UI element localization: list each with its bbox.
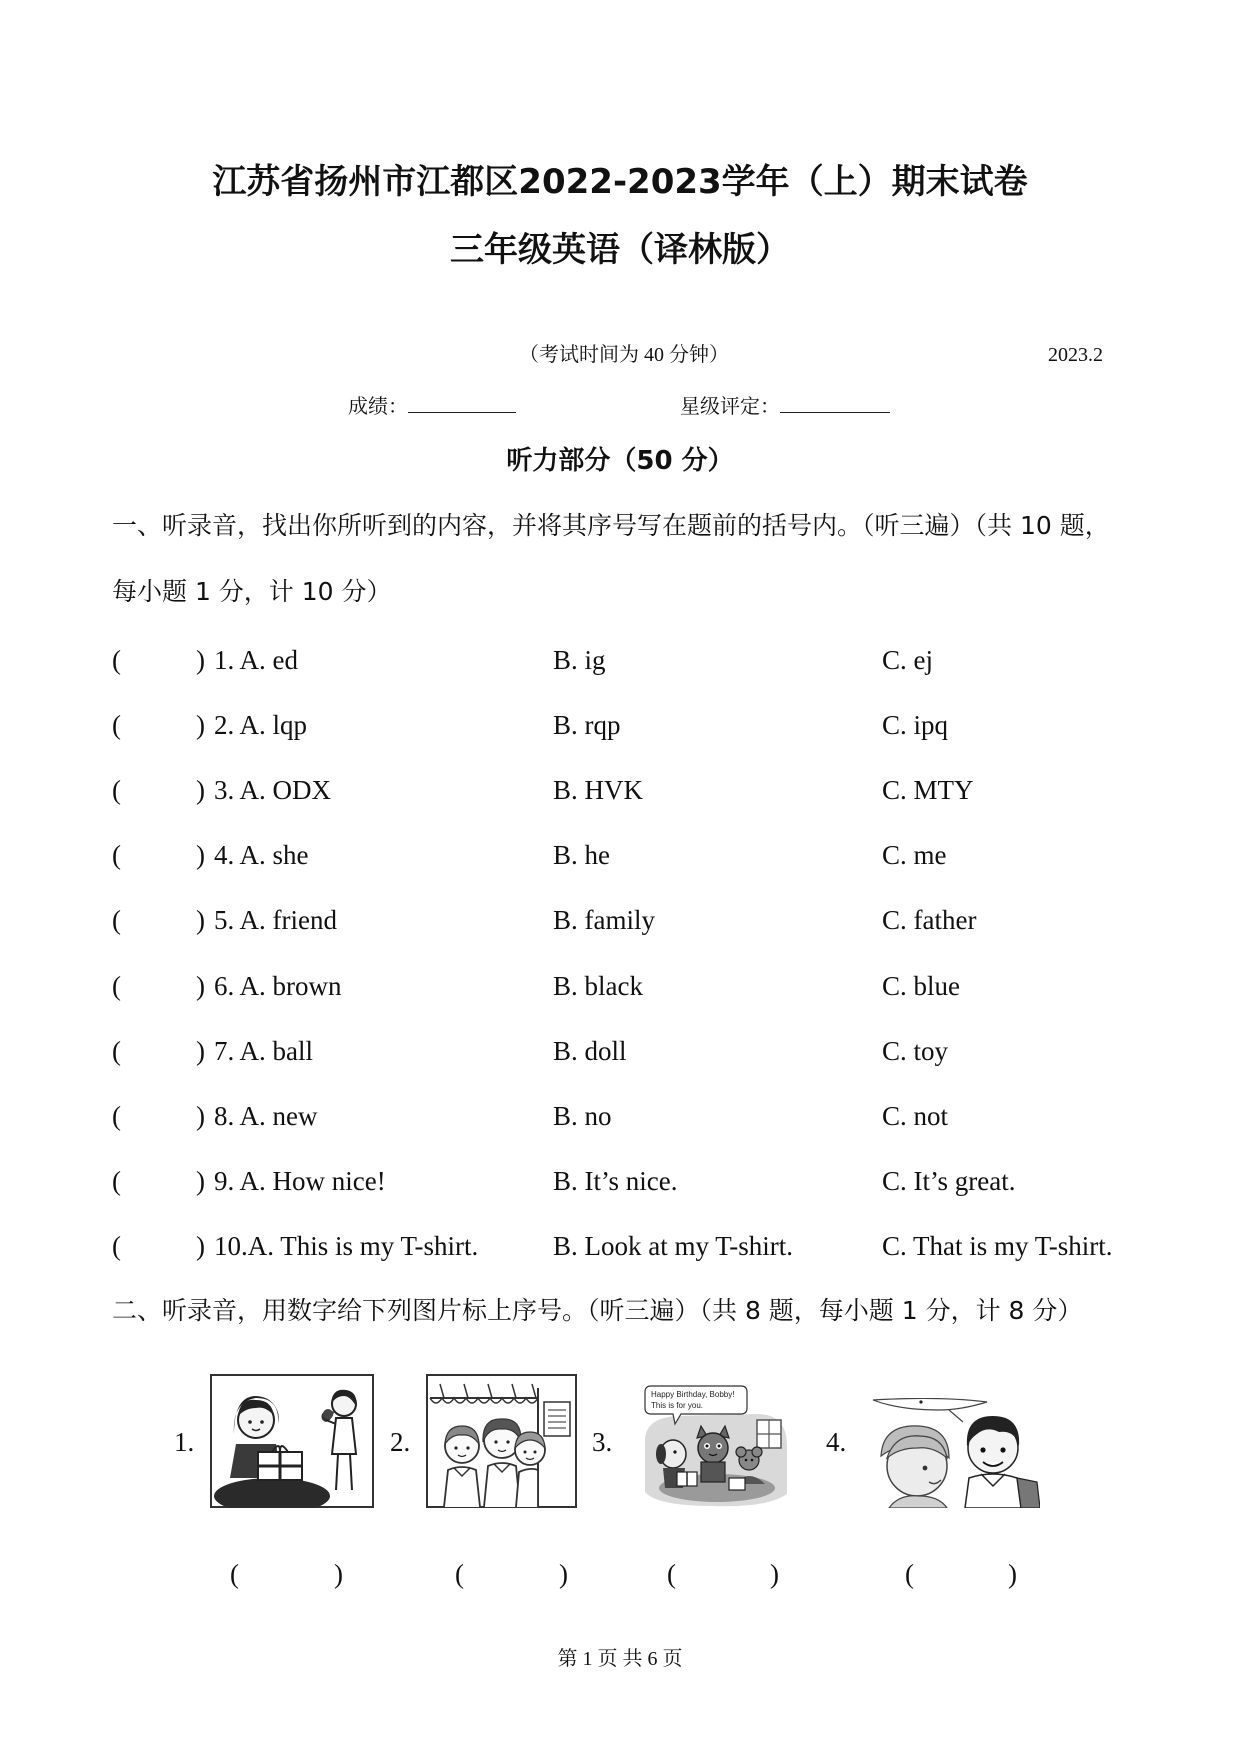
answer-bracket-close: ) [196,1100,205,1131]
exam-title: 江苏省扬州市江都区2022-2023学年（上）期末试卷 [212,162,1028,202]
answer-bracket-open: ( [112,1165,121,1196]
boy-right [965,1416,1040,1508]
part-title: 听力部分（50 分） [506,446,734,476]
answer-bracket-close: ) [196,905,205,936]
answer-bracket-close: ) [196,1035,205,1066]
answer-bracket-close: ) [196,970,205,1001]
option-a: 2. A. lqp [214,710,308,741]
option-c: C. me [882,840,947,871]
option-a: 7. A. ball [214,1035,313,1066]
rating-field [680,390,890,421]
exam-date: 2023.2 [1048,344,1103,366]
option-c: C. It’s great. [882,1165,1016,1196]
picture-answer-open: ( [905,1559,914,1589]
answer-bracket-open: ( [112,840,121,871]
boy-left [881,1426,949,1508]
question-row [0,838,1240,872]
answer-bracket-close: ) [196,775,205,806]
option-b: B. family [553,905,655,936]
question-row [0,1229,1240,1263]
option-a: 1. A. ed [214,645,298,675]
question-row [0,969,1240,1003]
option-a: 4. A. she [214,840,309,871]
answer-bracket-open: ( [112,970,121,1001]
answer-bracket-open: ( [112,710,121,741]
answer-bracket-close: ) [196,710,205,741]
option-c: C. toy [882,1035,949,1066]
picture-boy-with-gift [210,1374,374,1508]
page-footer: 第 1 页 共 6 页 [557,1648,683,1670]
speech-bubble-line2: This is for you. [651,1401,704,1410]
question-row [0,1099,1240,1133]
answer-bracket-open: ( [112,645,121,675]
option-a: 9. A. How nice! [214,1165,386,1196]
picture-two-boys [869,1398,1040,1508]
option-c: C. That is my T-shirt. [882,1230,1113,1261]
picture-answer-close: ) [770,1559,779,1589]
option-c: C. ej [882,645,933,675]
option-b: B. It’s nice. [553,1165,678,1196]
question-row [0,903,1240,937]
question-row [0,708,1240,742]
score-label: 成绩： [348,396,408,418]
exam-subtitle: 三年级英语（译林版） [450,230,790,270]
picture-answer-open: ( [230,1559,239,1589]
speech-bubble-line1: Happy Birthday, Bobby! [651,1390,735,1399]
picture-birthday-party [637,1384,790,1508]
option-a: 8. A. new [214,1100,318,1131]
option-b: B. HVK [553,775,644,806]
answer-bracket-open: ( [112,1230,121,1261]
option-c: C. father [882,905,977,936]
answer-bracket-open: ( [112,1100,121,1131]
question-row [0,773,1240,807]
option-c: C. blue [882,970,960,1001]
option-b: B. rqp [553,710,621,741]
picture-answer-close: ) [1008,1559,1017,1589]
picture-answer-open: ( [667,1559,676,1589]
answer-bracket-close: ) [196,645,205,675]
option-c: C. not [882,1100,949,1131]
answer-bracket-close: ) [196,1230,205,1261]
picture-number: 3. [592,1427,613,1457]
option-a: 6. A. brown [214,970,342,1001]
picture-number: 4. [826,1427,847,1457]
exam-duration: （考试时间为 40 分钟） [519,344,729,366]
option-a: 3. A. ODX [214,775,332,806]
picture-three-girls [426,1374,577,1508]
rating-blank [780,390,890,413]
option-c: C. ipq [882,710,949,741]
option-b: B. black [553,970,643,1001]
option-c: C. MTY [882,775,974,806]
rating-label: 星级评定： [680,396,780,418]
section2-heading: 二、听录音，用数字给下列图片标上序号。（听三遍）（共 8 题，每小题 1 分，计 8 分） [112,1296,1083,1325]
score-field [348,390,516,421]
score-blank [408,390,516,413]
picture-number: 2. [390,1427,411,1457]
picture-answer-close: ) [559,1559,568,1589]
option-b: B. ig [553,645,606,675]
answer-bracket-close: ) [196,840,205,871]
option-b: B. Look at my T-shirt. [553,1230,794,1261]
option-b: B. no [553,1100,612,1131]
answer-bracket-open: ( [112,905,121,936]
answer-bracket-open: ( [112,775,121,806]
answer-bracket-close: ) [196,1165,205,1196]
question-row [0,643,1240,677]
option-b: B. he [553,840,610,871]
question-row [0,1164,1240,1198]
option-b: B. doll [553,1035,627,1066]
section1-heading-cont: 每小题 1 分，计 10 分） [112,577,392,606]
answer-bracket-open: ( [112,1035,121,1066]
option-a: 10.A. This is my T-shirt. [214,1230,479,1261]
picture-answer-open: ( [455,1559,464,1589]
picture-number: 1. [174,1427,195,1457]
section1-heading: 一、听录音，找出你所听到的内容，并将其序号写在题前的括号内。（听三遍）（共 10 题， [112,511,1110,540]
option-a: 5. A. friend [214,905,337,936]
cat-character [697,1426,729,1482]
picture-answer-close: ) [334,1559,343,1589]
question-row [0,1034,1240,1068]
